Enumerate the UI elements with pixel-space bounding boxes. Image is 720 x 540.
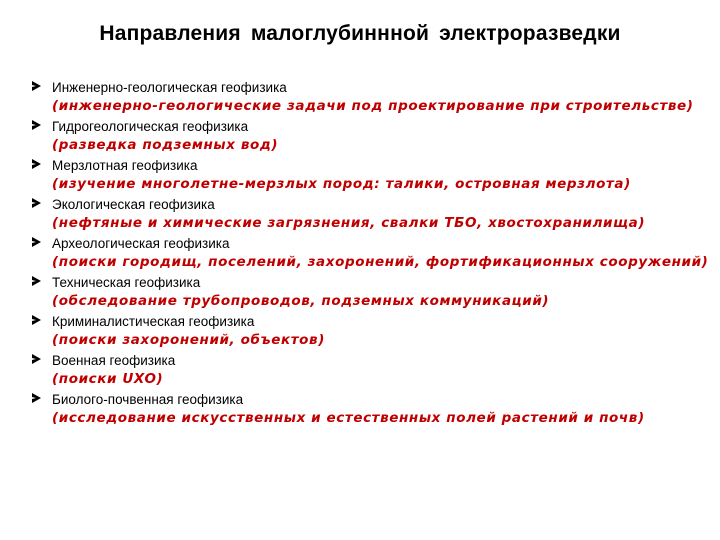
arrow-bullet-icon	[32, 237, 41, 247]
item-description: (инженерно-геологические задачи под проектирование при строительстве)	[52, 98, 694, 114]
item-name: Мерзлотная геофизика	[52, 158, 198, 173]
list-item	[32, 391, 712, 428]
item-description: (поиски захоронений, объектов)	[52, 332, 325, 348]
list-item	[32, 352, 712, 389]
item-name: Экологическая геофизика	[52, 197, 215, 212]
list-item	[32, 235, 712, 272]
arrow-bullet-icon	[32, 354, 41, 364]
item-name: Биолого-почвенная геофизика	[52, 392, 244, 407]
item-description: (разведка подземных вод)	[52, 137, 279, 153]
list-item	[32, 157, 712, 194]
list-item	[32, 196, 712, 233]
item-name: Техническая геофизика	[52, 275, 201, 290]
item-description: (поиски городищ, поселений, захоронений, фортификационных сооружений)	[52, 254, 709, 270]
arrow-bullet-icon	[32, 315, 41, 325]
item-description: (исследование искусственных и естественных полей растений и почв)	[52, 410, 645, 426]
item-name: Археологическая геофизика	[52, 236, 230, 251]
arrow-bullet-icon	[32, 198, 41, 208]
item-name: Инженерно-геологическая геофизика	[52, 80, 287, 95]
list-item	[32, 313, 712, 350]
arrow-bullet-icon	[32, 159, 41, 169]
item-description: (изучение многолетне-мерзлых пород: талики, островная мерзлота)	[52, 176, 631, 192]
slide-title: Направления малоглубиннной электроразведки	[99, 22, 621, 45]
item-description: (нефтяные и химические загрязнения, свалки ТБО, хвостохранилища)	[52, 215, 646, 231]
arrow-bullet-icon	[32, 120, 41, 130]
item-description: (обследование трубопроводов, подземных коммуникаций)	[52, 293, 550, 309]
list-item	[32, 79, 712, 116]
list-item	[32, 274, 712, 311]
item-name: Гидрогеологическая геофизика	[52, 119, 249, 134]
item-description: (поиски UXO)	[52, 371, 164, 387]
directions-list	[32, 79, 712, 430]
item-name: Криминалистическая геофизика	[52, 314, 255, 329]
arrow-bullet-icon	[32, 81, 41, 91]
item-name: Военная геофизика	[52, 353, 176, 368]
arrow-bullet-icon	[32, 393, 41, 403]
list-item	[32, 118, 712, 155]
arrow-bullet-icon	[32, 276, 41, 286]
